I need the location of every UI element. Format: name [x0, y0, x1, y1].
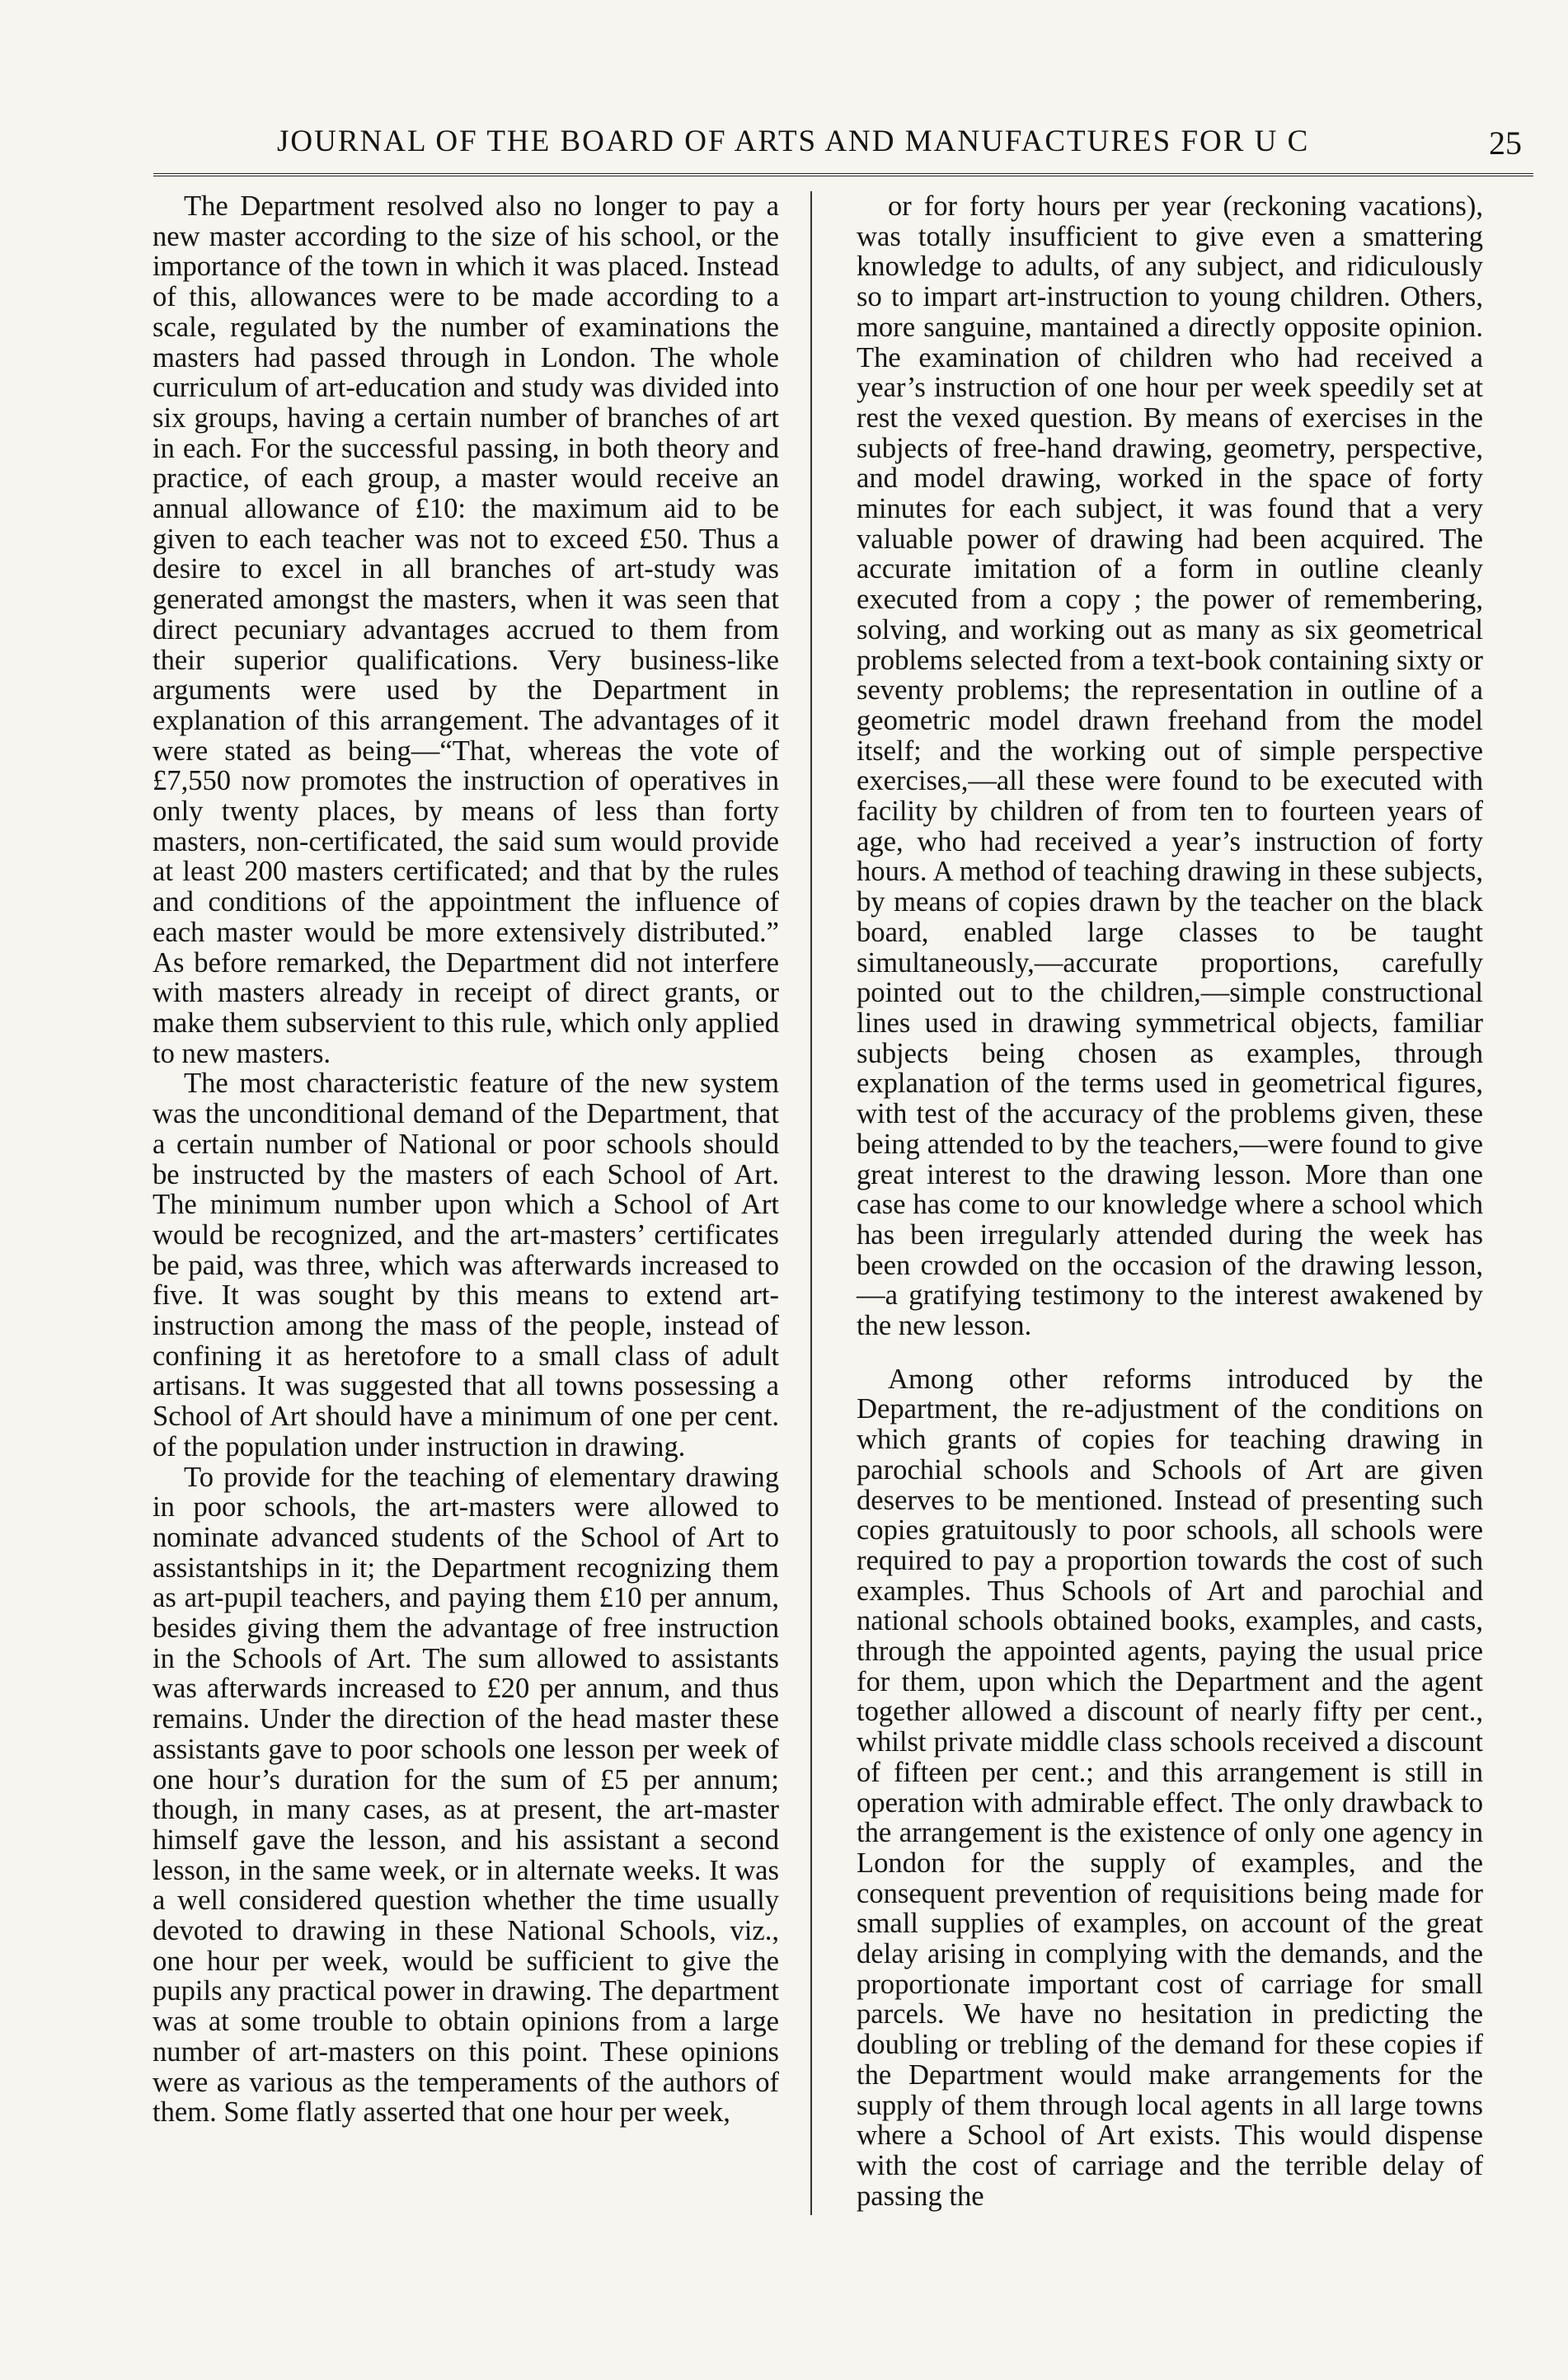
right-paragraph-1: or for forty hours per year (reckoning vacations), was totally insufficient to give even a smattering knowledge to adults, of any subject, and ridiculously so to impart art-instruction to young children. Others, more sanguine, mantained a directly opposite opinion. The examination of children who had received a year’s instruction of one hour per week speedily set at rest the vexed question. By means of exercises in the subjects of free-hand drawing, geometry, perspective, and model drawing, worked in the space of forty minutes for each subject, it was found that a very valuable power of drawing had been acquired. The accurate imitation of a form in outline cleanly executed from a copy ; the power of remembering, solving, and working out as many as six geometrical problems selected from a text-book containing sixty or seventy problems; the representation in outline of a geometric model drawn freehand from the model itself; and the working out of simple perspective exercises,—all these were found to be executed with facility by children of from ten to fourteen years of age, who had received a year’s instruction of forty hours. A method of teaching drawing in these subjects, by means of copies drawn by the teacher on the black board, enabled large classes to be taught simultaneously,—accurate proportions, carefully pointed out to the children,—simple constructional lines used in drawing symmetrical objects, familiar subjects being chosen as examples, through explanation of the terms used in geometrical figures, with test of the accuracy of the problems given, these being attended to by the teachers,—were found to give great interest to the drawing lesson. More than one case has come to our knowledge where a school which has been irregularly attended during the week has been crowded on the occasion of the drawing lesson,—a gratifying testimony to the interest awakened by the new lesson. — [857, 190, 1483, 1342]
page-number: 25 — [1489, 124, 1522, 162]
left-column — [153, 191, 779, 2128]
right-column — [857, 191, 1483, 2211]
left-paragraph-2: The most characteristic feature of the new system was the unconditional demand of the Department, that a certain number of National or poor schools should be instructed by the masters of each School of Art. The minimum number upon which a School of Art would be recognized, and the art-masters’ certificates be paid, was three, which was afterwards increased to five. It was sought by this means to extend art-instruction among the mass of the people, instead of confining it as heretofore to a small class of adult artisans. It was suggested that all towns possessing a School of Art should have a minimum of one per cent. of the population under instruction in drawing. — [153, 1068, 779, 1462]
left-paragraph-3: To provide for the teaching of elementary drawing in poor schools, the art-masters were allowed to nominate advanced students of the School of Art to assistantships in it; the Department recognizing them as art-pupil teachers, and paying them £10 per annum, besides giving them the advantage of free instruction in the Schools of Art. The sum allowed to assistants was afterwards increased to £20 per annum, and thus remains. Under the direction of the head master these assistants gave to poor schools one lesson per week of one hour’s duration for the sum of £5 per annum; though, in many cases, as at present, the art-master himself gave the lesson, and his assistant a second lesson, in the same week, or in alternate weeks. It was a well considered question whether the time usually devoted to drawing in these National Schools, viz., one hour per week, would be sufficient to give the pupils any practical power in drawing. The department was at some trouble to obtain opinions from a large number of art-masters on this point. These opinions were as various as the temperaments of the authors of them. Some flatly asserted that one hour per week, — [153, 1461, 779, 2129]
running-head — [153, 124, 1533, 176]
column-rule — [810, 191, 812, 2215]
right-paragraph-2: Among other reforms introduced by the Department, the re-adjustment of the conditions on which grants of copies for teaching drawing in parochial schools and Schools of Art are given deserves to be mentioned. Instead of presenting such copies gratuitously to poor schools, all schools were required to pay a proportion towards the cost of such examples. Thus Schools of Art and parochial and national schools obtained books, examples, and casts, through the appointed agents, paying the usual price for them, upon which the Department and the agent together allowed a discount of nearly fifty per cent., whilst private middle class schools received a discount of fifteen per cent.; and this arrangement is still in operation with admirable effect. The only drawback to the arrangement is the existence of only one agency in London for the supply of examples, and the consequent prevention of requisitions being made for small supplies of examples, on account of the great delay arising in complying with the demands, and the proportionate important cost of carriage for small parcels. We have no hesitation in predicting the doubling or trebling of the demand for these copies if the Department would make arrangements for the supply of them through local agents in all large towns where a School of Art exists. This would dispense with the cost of carriage and the terrible delay of passing the — [857, 1363, 1483, 2212]
left-paragraph-1: The Department resolved also no longer to pay a new master according to the size of his school, or the importance of the town in which it was placed. Instead of this, allowances were to be made according to a scale, regulated by the number of examinations the masters had passed through in London. The whole curriculum of art-education and study was divided into six groups, having a certain number of branches of art in each. For the successful passing, in both theory and practice, of each group, a master would receive an annual allowance of £10: the maximum aid to be given to each teacher was not to exceed £50. Thus a desire to excel in all branches of art-study was generated amongst the masters, when it was seen that direct pecuniary advantages accrued to them from their superior qualifications. Very business-like arguments were used by the Department in explanation of this arrangement. The advantages of it were stated as being—“That, whereas the vote of £7,550 now promotes the instruction of operatives in only twenty places, by means of less than forty masters, non-certificated, the said sum would provide at least 200 masters certificated; and that by the rules and conditions of the appointment the influence of each master would be more extensively distributed.” As before remarked, the Department did not interfere with masters already in receipt of direct grants, or make them subservient to this rule, which only applied to new masters. — [153, 190, 779, 1069]
header-title: JOURNAL OF THE BOARD OF ARTS AND MANUFACTURES FOR U C — [277, 124, 1310, 158]
